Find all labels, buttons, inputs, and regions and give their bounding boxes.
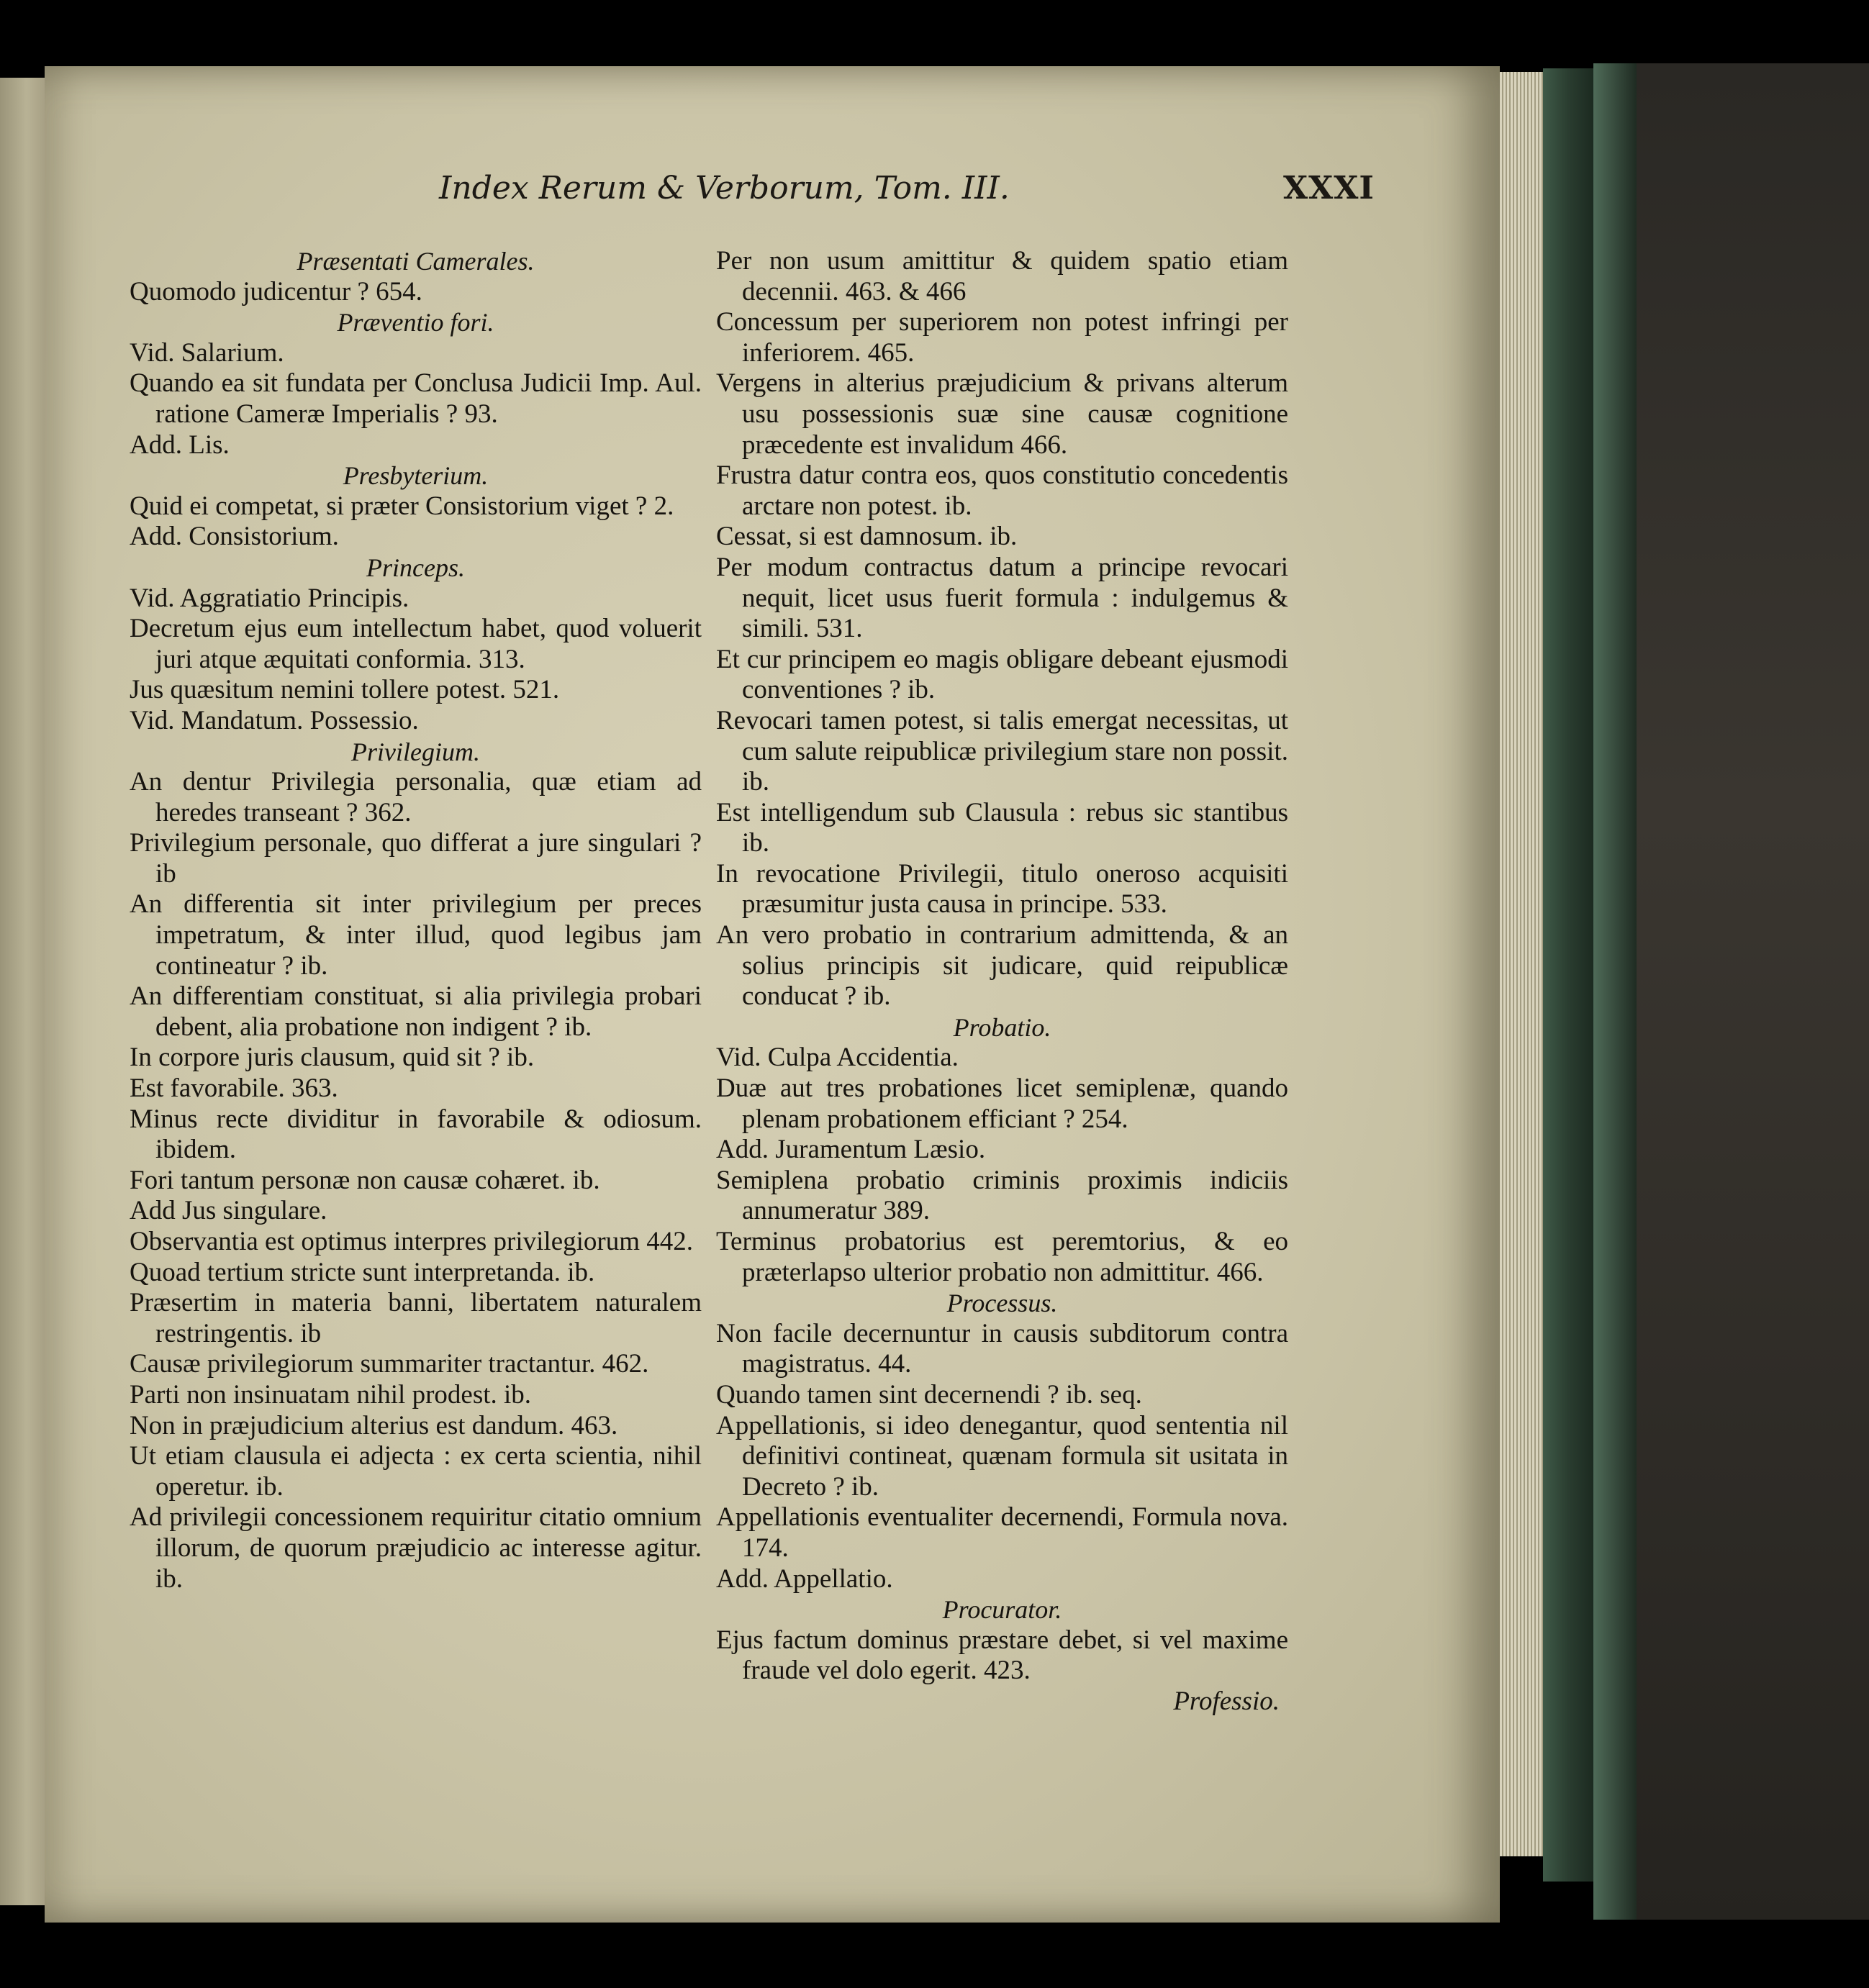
- index-entry: In revocatione Privilegii, titulo oneroso acquisiti præsumitur justa causa in principe. 533.: [716, 858, 1288, 920]
- index-entry: Parti non insinuatam nihil prodest. ib.: [130, 1379, 532, 1410]
- index-entry: Decretum ejus eum intellectum habet, quod voluerit juri atque æquitati conformia. 313.: [130, 614, 702, 674]
- index-entry: Duæ aut tres probationes licet semiplenæ, quando plenam probationem efficiant ? 254.: [716, 1074, 1288, 1134]
- index-heading: Presbyterium.: [343, 461, 489, 491]
- index-entry: Concessum per superiorem non potest infringi per inferiorem. 465.: [716, 307, 1288, 368]
- index-heading: Probatio.: [953, 1012, 1051, 1042]
- index-entry: Vid. Mandatum. Possessio.: [130, 705, 419, 735]
- index-entry: Ejus factum dominus præstare debet, si vel maxime fraude vel dolo egerit. 423.: [716, 1625, 1288, 1686]
- index-entry: Fori tantum personæ non causæ cohæret. ib.: [130, 1165, 600, 1195]
- index-entry: Add. Appellatio.: [716, 1563, 893, 1594]
- index-entry: An differentia sit inter privilegium per preces impetratum, & inter illud, quod legibus jam contineatur ? ib.: [130, 889, 702, 981]
- index-entry: Privilegium personale, quo differat a jure singulari ? ib: [130, 828, 702, 889]
- index-entry: Minus recte dividitur in favorabile & odiosum. ibidem.: [130, 1104, 702, 1165]
- index-entry: Add Jus singulare.: [130, 1196, 327, 1226]
- index-entry: Semiplena probatio criminis proximis indiciis annumeratur 389.: [716, 1165, 1288, 1226]
- index-entry: Observantia est optimus interpres privilegiorum 442.: [130, 1227, 694, 1256]
- index-heading: Præventio fori.: [337, 308, 494, 337]
- index-entry: Terminus probatorius est peremtorius, & eo præterlapso ulterior probatio non admittitur. 466.: [716, 1227, 1288, 1287]
- index-entry: Per modum contractus datum a principe revocari nequit, licet usus fuerit formula : indulgemus & simili. 531.: [716, 552, 1288, 644]
- index-heading: Processus.: [946, 1289, 1058, 1318]
- index-entry: Quando ea sit fundata per Conclusa Judicii Imp. Aul. ratione Cameræ Imperialis ? 93.: [130, 368, 702, 429]
- book-cover-board: [1543, 68, 1593, 1882]
- index-entry: Vid. Salarium.: [130, 337, 284, 368]
- previous-page-edge: [0, 78, 45, 1905]
- index-entry: Appellationis eventualiter decernendi, Formula nova. 174.: [716, 1502, 1288, 1563]
- index-entry: An dentur Privilegia personalia, quæ etiam ad heredes transeant ? 362.: [130, 767, 702, 827]
- index-entry: Vid. Culpa Accidentia.: [716, 1043, 959, 1073]
- index-entry: In corpore juris clausum, quid sit ? ib.: [130, 1043, 535, 1073]
- catchword: Professio.: [1173, 1686, 1280, 1716]
- index-entry: Add. Lis.: [130, 430, 230, 460]
- index-entry: Non facile decernuntur in causis subditorum contra magistratus. 44.: [716, 1318, 1288, 1379]
- index-entry: Ut etiam clausula ei adjecta : ex certa scientia, nihil operetur. ib.: [130, 1441, 702, 1502]
- index-heading: Princeps.: [366, 553, 465, 582]
- running-head: [439, 170, 1375, 213]
- index-entry: An vero probatio in contrarium admittenda, & an solius principis sit judicare, quid reipublicæ conducat ? ib.: [716, 920, 1288, 1012]
- page-number: XXXI: [1283, 170, 1375, 206]
- index-entry: Quid ei competat, si præter Consistorium viget ? 2.: [130, 491, 674, 521]
- index-entry: Ad privilegii concessionem requiritur citatio omnium illorum, de quorum præjudicio ac interesse agitur. ib.: [130, 1502, 702, 1594]
- index-entry: An differentiam constituat, si alia privilegia probari debent, alia probatione non indigent ? ib.: [130, 981, 702, 1042]
- index-entry: Et cur principem eo magis obligare debeant ejusmodi conventiones ? ib.: [716, 644, 1288, 705]
- index-entry: Præsertim in materia banni, libertatem naturalem restringentis. ib: [130, 1288, 702, 1348]
- index-entry: Quoad tertium stricte sunt interpretanda. ib.: [130, 1257, 595, 1287]
- index-entry: Est favorabile. 363.: [130, 1074, 338, 1104]
- index-entry: Per non usum amittitur & quidem spatio etiam decennii. 463. & 466: [716, 246, 1288, 307]
- index-entry: Jus quæsitum nemini tollere potest. 521.: [130, 675, 560, 705]
- index-entry: Non in præjudicium alterius est dandum. 463.: [130, 1410, 618, 1440]
- index-entry: Add. Consistorium.: [130, 522, 339, 552]
- index-entry: Causæ privilegiorum summariter tractantur. 462.: [130, 1349, 649, 1379]
- index-entry: Vid. Aggratiatio Principis.: [130, 583, 409, 613]
- index-entry: Cessat, si est damnosum. ib.: [716, 522, 1018, 552]
- index-entry: Quando tamen sint decernendi ? ib. seq.: [716, 1379, 1142, 1410]
- index-entry: Revocari tamen potest, si talis emergat necessitas, ut cum salute reipublicæ privilegium stare non possit. ib.: [716, 705, 1288, 797]
- index-heading: Præsentati Camerales.: [297, 247, 535, 276]
- left-column: [130, 246, 702, 1594]
- index-entry: Appellationis, si ideo denegantur, quod sententia nil definitivi contineat, quænam formula sit usitata in Decreto ? ib.: [716, 1410, 1288, 1502]
- index-heading: Procurator.: [942, 1595, 1062, 1625]
- right-column: [716, 246, 1288, 1717]
- index-entry: Est intelligendum sub Clausula : rebus sic stantibus ib.: [716, 797, 1288, 858]
- index-heading: Privilegium.: [351, 737, 480, 766]
- index-entry: Vergens in alterius præjudicium & privans alterum usu possessionis suæ sine causæ cognitione præcedente est invalidum 466.: [716, 368, 1288, 460]
- index-entry: Frustra datur contra eos, quos constitutio concedentis arctare non potest. ib.: [716, 460, 1288, 521]
- running-title: Index Rerum & Verborum, Tom. III.: [439, 170, 1010, 206]
- page-edges: [1500, 72, 1543, 1856]
- index-entry: Quomodo judicentur ? 654.: [130, 276, 422, 307]
- index-entry: Add. Juramentum Læsio.: [716, 1135, 986, 1165]
- book-cover: [1593, 63, 1869, 1920]
